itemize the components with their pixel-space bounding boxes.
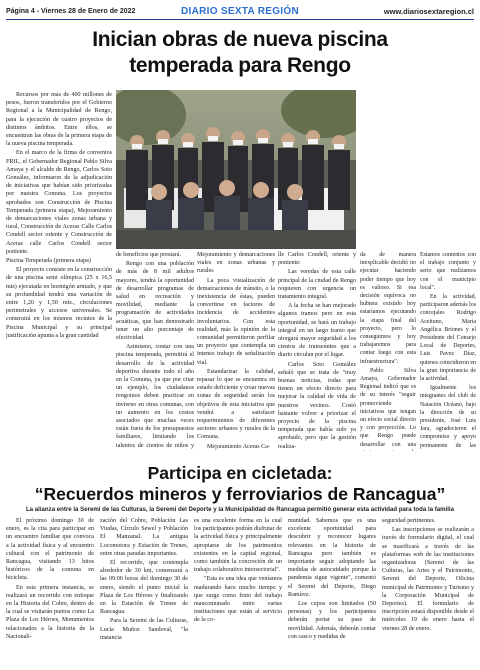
newspaper-brand: DIARIO SEXTA REGIÓN <box>181 6 299 17</box>
paragraph: Igualmente los integrantes del club de Natación Océano, bajo la dirección de su presidente, José Luis Jara, agradecieron el compromiso y apoyo permanente de las <box>420 385 476 449</box>
article-2-headline <box>0 463 480 505</box>
page-number-date: Página 4 - Viernes 28 de Enero de 2022 <box>6 8 136 15</box>
paragraph: A la fecha se han mejorado algunos tramos pero en esta oportunidad, se hará un trabajo integral en un largo tramo que otorgará mayor seguridad a los cientos de transeúntes que a diario circulan por el lugar. <box>278 303 356 359</box>
paragraph: Recursos por más de 400 millones de pesos, fueron transferidos por el Gobierno Regional a la Municipalidad de Rengo, para la ejecución de cuatro proyectos de distintos ámbitos. Entre ellos, se encuentran las obras de la primera etapa de la nueva piscina temperada. <box>6 92 112 148</box>
paragraph: Mejoramiento Aceras Ca- <box>207 443 270 450</box>
paragraph: El proyecto consiste en la construcción de una piscina semi olímpica (25 x 16,5 mts) ejecutada en hormigón armado, y que su profundidad tendrá una variación de entre 1,20 y 1,50 mts., circulaciones perimetrales y accesos universales. Se construirá en los mismos recintos de la Piscina Municipal y su principal justificación apunta a la gran cantidad <box>6 267 112 339</box>
paragraph: lle Carlos Condell, oriente y poniente: <box>278 252 356 267</box>
article-1-column-2 <box>116 251 194 451</box>
paragraph: La poca visualización de demarcaciones de tránsito, o la inexistencia de éstas, pueden convertirse en factores de incidencia de accidentes involuntarios. Con esta realidad, más la opinión de la comunidad permitieron perfilar un proyecto que contempla un intenso trabajo de señalización vial. <box>197 277 275 366</box>
article-1-headline-line1: Inician obras de nueva piscina <box>92 28 388 51</box>
paragraph: Carlos Soto González señaló que se trata de "muy buenas noticias, todas que tienen un efecto directo para mejorar la calidad de vida de nuestros vecinos. Costó bastante volver a priorizar el proyecto de la piscina temperada que había sido ya aprobado, pero que la gestión realiza- <box>278 361 356 450</box>
article-2-headline-line2: “Recuerdos mineros y ferroviarios de Rancagua” <box>34 484 446 504</box>
paragraph: de beneficios que prestará. <box>116 252 181 258</box>
page-header <box>6 4 474 20</box>
paragraph: En el marco de la firma de convenios FRIL, el Gobernador Regional Pablo Silva Amaya y el alcalde de Rengo, Carlos Soto González, informaron de la adjudicación de iniciativas que habían sido priorizadas por nuestra Comuna. Los proyectos aprobados son Construcción de Piscina Temperada (primera etapa), Mejoramiento de demarcaciones viales zonas urbana y rural, Construcción de Aceras Calle Carlos Condell sector oriente y Construcción de Aceras calle Carlos Condell sector poniente. <box>6 150 112 255</box>
subheading: Mejoramiento y demarcaciones viales en zonas urbanas y rurales <box>197 252 275 275</box>
group-photo-image <box>116 90 356 249</box>
article-2-headline-line1: Participa en cicletada: <box>147 463 333 483</box>
paragraph: da de manera inexplicable decidió no ejecutar haciendo poder tiempo que hoy es valioso. Si esa decisión equívoca no hubiera existido hoy estaríamos ejecutando la etapa final del proyecto, pero lo conseguimos y hoy trabajaremos para contar luego con esta infraestructura". <box>360 252 416 365</box>
article-1-photo <box>116 90 356 249</box>
article-2-column-5 <box>382 517 474 667</box>
paragraph: Las veredas de esta calle principal de la ciudad de Rengo requieren con urgencia un tratamiento integral. <box>278 269 356 301</box>
paragraph: es una excelente forma en la cual los participantes podrán disfrutar de la actividad física y principalmente apropiarse de los patrimonios existentes en la capital regional, como también la concreción de un trabajo colaborativo intersectorial". <box>194 518 282 574</box>
article-1-column-4 <box>278 251 356 451</box>
subheading: Piscina Temperada (primera etapa) <box>6 258 91 265</box>
article-2-subheadline: La alianza entre la Seremi de las Culturas, la Seremi del Deporte y la Municipalidad de Rancagua permitió generar esta actividad para toda la familia <box>25 506 455 513</box>
paragraph: Pablo Silva Amaya, Gobernador Regional indicó que es de su interés "seguir promoviendo iniciativas que tengan un efecto social directo y con proyección. Lo que Rengo puede desarrollar con una <box>360 367 416 448</box>
article-1-column-6 <box>420 251 476 451</box>
paragraph: zación del Cobre, Población Las Viudas, Círculo Sewel y Población El Manzanal. La antigua Locomotora y Estación de Trenes, entre otras paradas importantes. <box>100 518 188 557</box>
article-1-column-3 <box>197 251 275 451</box>
paragraph: El recorrido, que contempla alrededor de 30 km, comenzará a las 09:00 horas del domingo 30 de enero, siendo el punto inicial la Plaza de Los Héroes y finalizando en la Estación de Trenes de Rancagua. <box>100 560 188 616</box>
article-1-column-1 <box>6 91 112 453</box>
paragraph: En la actividad, participaron además los concejales Rodrigo Aceituno, María Angélica Briones y el Presidente del Consejo Local de Deportes, Luis Pavez Díaz, quienes coincidieron en la gran importancia de la actividad. <box>420 294 476 383</box>
paragraph: Para la Seremi de las Culturas, Lucía Muñoz Sandoval, "la instancia <box>100 618 188 641</box>
paragraph: El próximo domingo 30 de enero, es la cita para participar en un encuentro familiar que convoca a la actividad física y al encuentro cultural con el patrimonio de Rancagua, visitando 13 hitos históricos de la comuna en bicicleta. <box>6 518 94 582</box>
paragraph: Estandarizar la calidad, repasar lo que se encuentra en estado deficiente y crear nuevas zonas de seguridad serán los objetivos de esta iniciativa que vendrá a satisfacer requerimientos de diferentes sectores urbanos y rurales de la Comuna. <box>197 368 275 441</box>
paragraph: En esta primera instancia, se realizará un recorrido con enfoque en la Historia del Cobre, dentro de la cual se visitarán puntos como La Plaza de Los Héroes, Monumentos relacionados a la historia de la Nacionali- <box>6 584 94 640</box>
article-1-headline <box>0 27 480 79</box>
paragraph: Estamos contentos con el trabajo conjunto y serio que realizamos con el municipio local". <box>420 252 476 291</box>
paragraph: "Esta es una idea que veníamos madurando hace mucho tiempo y que surge como fruto del trabajo mancomunado entre varias instituciones que están al servicio de la co- <box>194 576 282 624</box>
article-2-column-1 <box>6 517 94 667</box>
newspaper-url: www.diariosextaregion.cl <box>383 7 474 16</box>
paragraph: seguridad pertinentes. <box>382 518 436 524</box>
article-2-column-2 <box>100 517 188 667</box>
article-2-column-3 <box>194 517 282 667</box>
article-1-headline-line2: temperada para Rengo <box>129 54 351 77</box>
paragraph: Las inscripciones se realizarán a través de formulario digital, el cual se masificará a través de las plataformas web de las instituciones organizadoras (Seremi de las Culturas, las Artes y el Patrimonio, Seremi del Deporte, Oficina municipal de Patrimonio y Turismo y la Corporación Municipal de Deportes). El formulario de inscripción estará disponible desde el miércoles 19 de enero hasta el viernes 28 de enero. <box>382 527 474 632</box>
paragraph: Asimismo, contar con una piscina temperada, permitirá el desarrollo de la actividad deportiva durante todo el año en la Comuna, ya que por citar un ejemplo, los ciudadanos rengoinos deben practicar en invierno en otras comunas, con un aumento en los costos asociados que muchas veces están fuera de los presupuestos familiares, limitando los talentos de cientos de niños y <box>116 344 194 449</box>
article-2-column-4 <box>288 517 376 667</box>
article-1-column-5 <box>360 251 416 451</box>
paragraph: Los cupos son limitados (50 personas) y los participantes deberán portar su pase de movilidad. Además, deberán contar con casco y medidas de <box>288 601 376 640</box>
paragraph: munidad. Sabemos que es una excelente oportunidad para descubrir y reconocer lugares relevantes en la historia de Rancagua pero también es importante seguir adoptando las medidas de autocuidado porque la pandemia sigue vigente", comentó el Seremi del Deporte, Diego Ramírez. <box>288 518 376 598</box>
paragraph: Rengo con una población de más de 8 mil adultos mayores, tendrá la oportunidad de desarrollar programas de salud en recreación y movilidad, mediante la programación de actividades acuáticas, que han demostrado tener un alto porcentaje de efectividad. <box>116 261 194 342</box>
